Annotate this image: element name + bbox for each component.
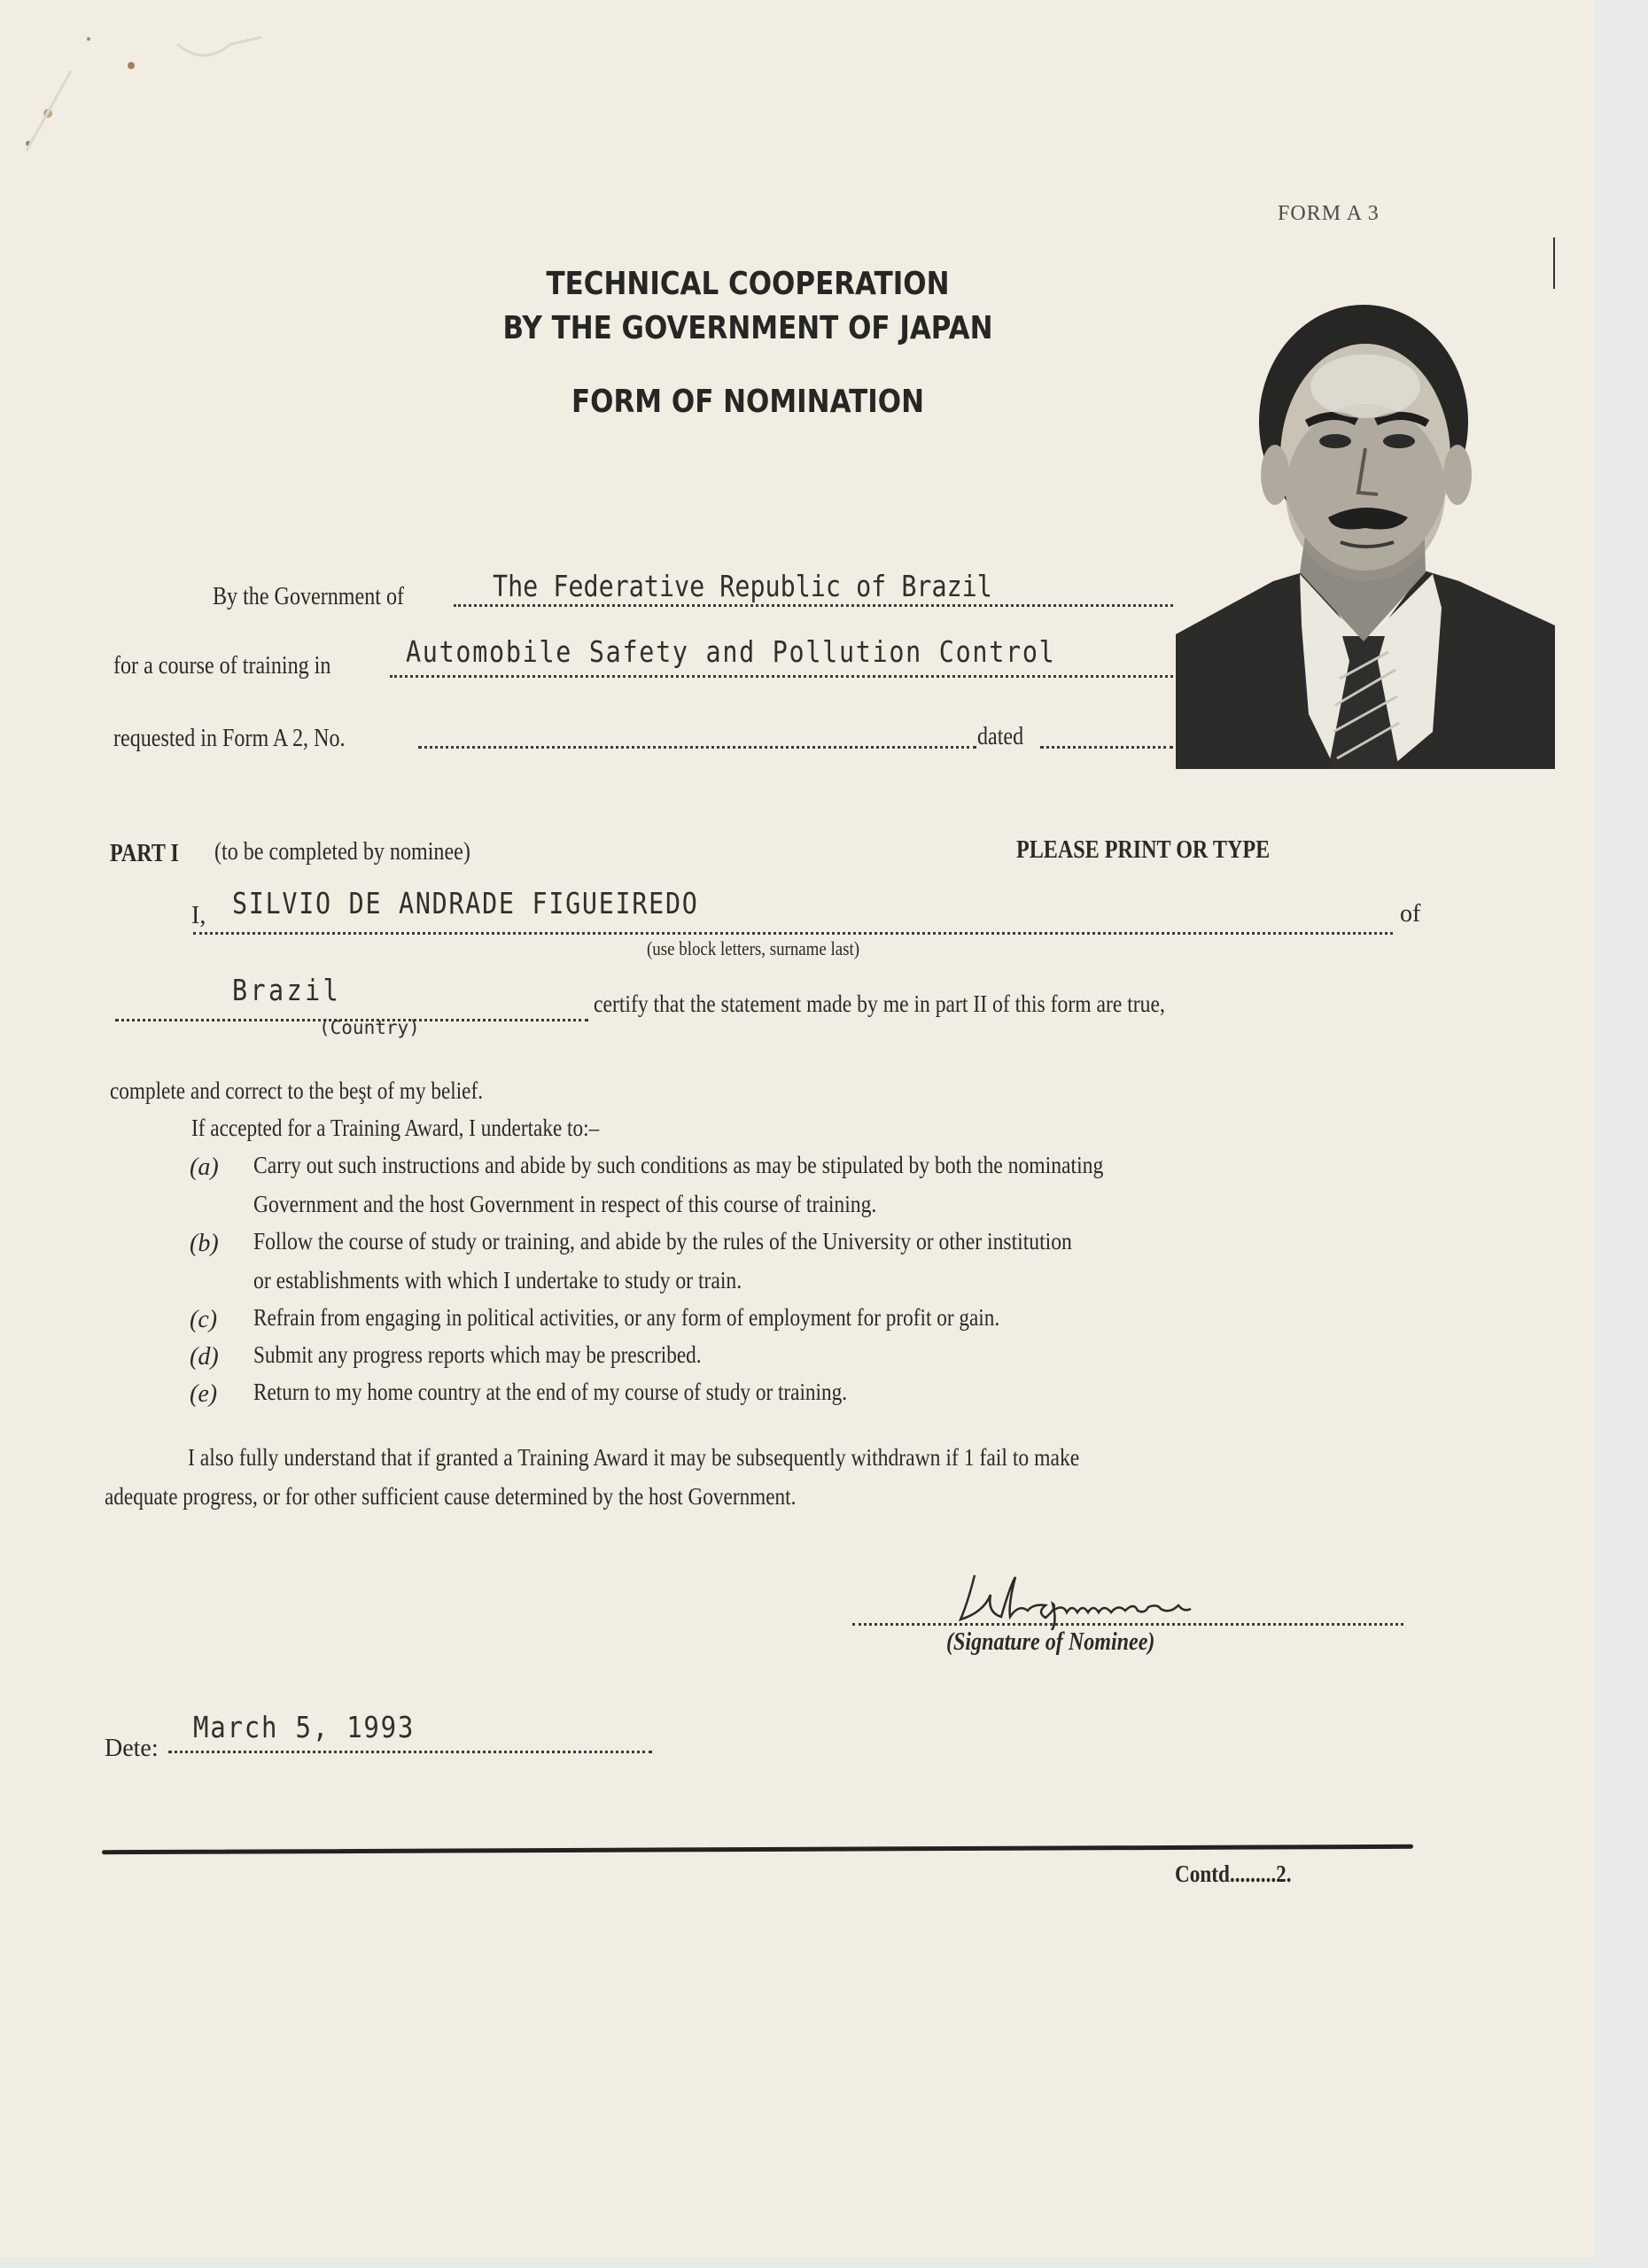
understand-text: I also fully understand that if granted a Training Award it may be subsequently withdrawn if 1 fail to make <box>188 1444 1080 1471</box>
item-letter: (e) <box>190 1380 218 1408</box>
continued-note: Contd.........2. <box>1175 1860 1292 1887</box>
country-value[interactable]: Brazil <box>232 973 342 1007</box>
certify-text: certify that the statement made by me in part II of this form are true, <box>594 990 1165 1017</box>
government-dotted-line <box>454 604 1173 607</box>
item-text: Submit any progress reports which may be prescribed. <box>253 1341 702 1368</box>
nominee-photo <box>1176 289 1555 769</box>
staple-marks <box>18 18 284 159</box>
signature-label: (Signature of Nominee) <box>946 1628 1155 1656</box>
item-letter: (d) <box>190 1343 219 1371</box>
nominee-name[interactable]: SILVIO DE ANDRADE FIGUEIREDO <box>232 886 699 920</box>
header-line-1: TECHNICAL COOPERATION <box>546 266 950 302</box>
item-text-continued: or establishments with which I undertake to study or train. <box>253 1267 742 1293</box>
course-value[interactable]: Automobile Safety and Pollution Control <box>406 634 1056 669</box>
form-number: FORM A 3 <box>1278 202 1380 225</box>
print-instruction: PLEASE PRINT OR TYPE <box>1016 836 1271 864</box>
i-label: I, <box>191 902 206 929</box>
footer-rule <box>102 1845 1413 1854</box>
portrait-image <box>1176 289 1555 769</box>
item-text: Follow the course of study or training, and abide by the rules of the University or other institution <box>253 1228 1072 1254</box>
signature-dotted-line[interactable] <box>852 1623 1403 1626</box>
name-hint: (use block letters, surname last) <box>647 937 860 959</box>
form-number-dotted-line[interactable] <box>418 746 976 749</box>
item-letter: (a) <box>190 1153 219 1181</box>
part-subtitle: (to be completed by nominee) <box>214 838 470 866</box>
item-letter: (b) <box>190 1230 219 1257</box>
course-label: for a course of training in <box>113 652 331 680</box>
item-text: Refrain from engaging in political activities, or any form of employment for profit or gain. <box>253 1304 1000 1331</box>
nominee-signature <box>948 1568 1285 1630</box>
country-hint: (Country) <box>319 1017 420 1038</box>
dated-label: dated <box>977 723 1024 750</box>
form-title: FORM OF NOMINATION <box>571 384 925 420</box>
government-value[interactable]: The Federative Republic of Brazil <box>493 569 992 603</box>
date-dotted-line <box>168 1751 652 1753</box>
name-dotted-line <box>193 932 1393 935</box>
date-value[interactable]: March 5, 1993 <box>193 1710 416 1744</box>
date-label: Dete: <box>105 1735 159 1762</box>
undertake-intro: If accepted for a Training Award, I undertake to:– <box>191 1115 600 1141</box>
of-label: of <box>1400 900 1421 928</box>
complete-text: complete and correct to the beşt of my belief. <box>110 1077 484 1104</box>
item-text: Return to my home country at the end of my course of study or training. <box>253 1379 848 1405</box>
header-line-2: BY THE GOVERNMENT OF JAPAN <box>502 310 993 346</box>
item-text: Carry out such instructions and abide by such conditions as may be stipulated by both the nominating <box>253 1152 1104 1178</box>
dated-dotted-line[interactable] <box>1040 746 1173 749</box>
part-title: PART I <box>110 840 179 867</box>
requested-label: requested in Form A 2, No. <box>113 725 346 752</box>
item-letter: (c) <box>190 1306 218 1333</box>
item-text-continued: Government and the host Government in respect of this course of training. <box>253 1191 877 1217</box>
understand-text-continued: adequate progress, or for other sufficient cause determined by the host Government. <box>105 1483 797 1510</box>
course-dotted-line <box>390 675 1173 678</box>
government-label: By the Government of <box>213 583 405 610</box>
